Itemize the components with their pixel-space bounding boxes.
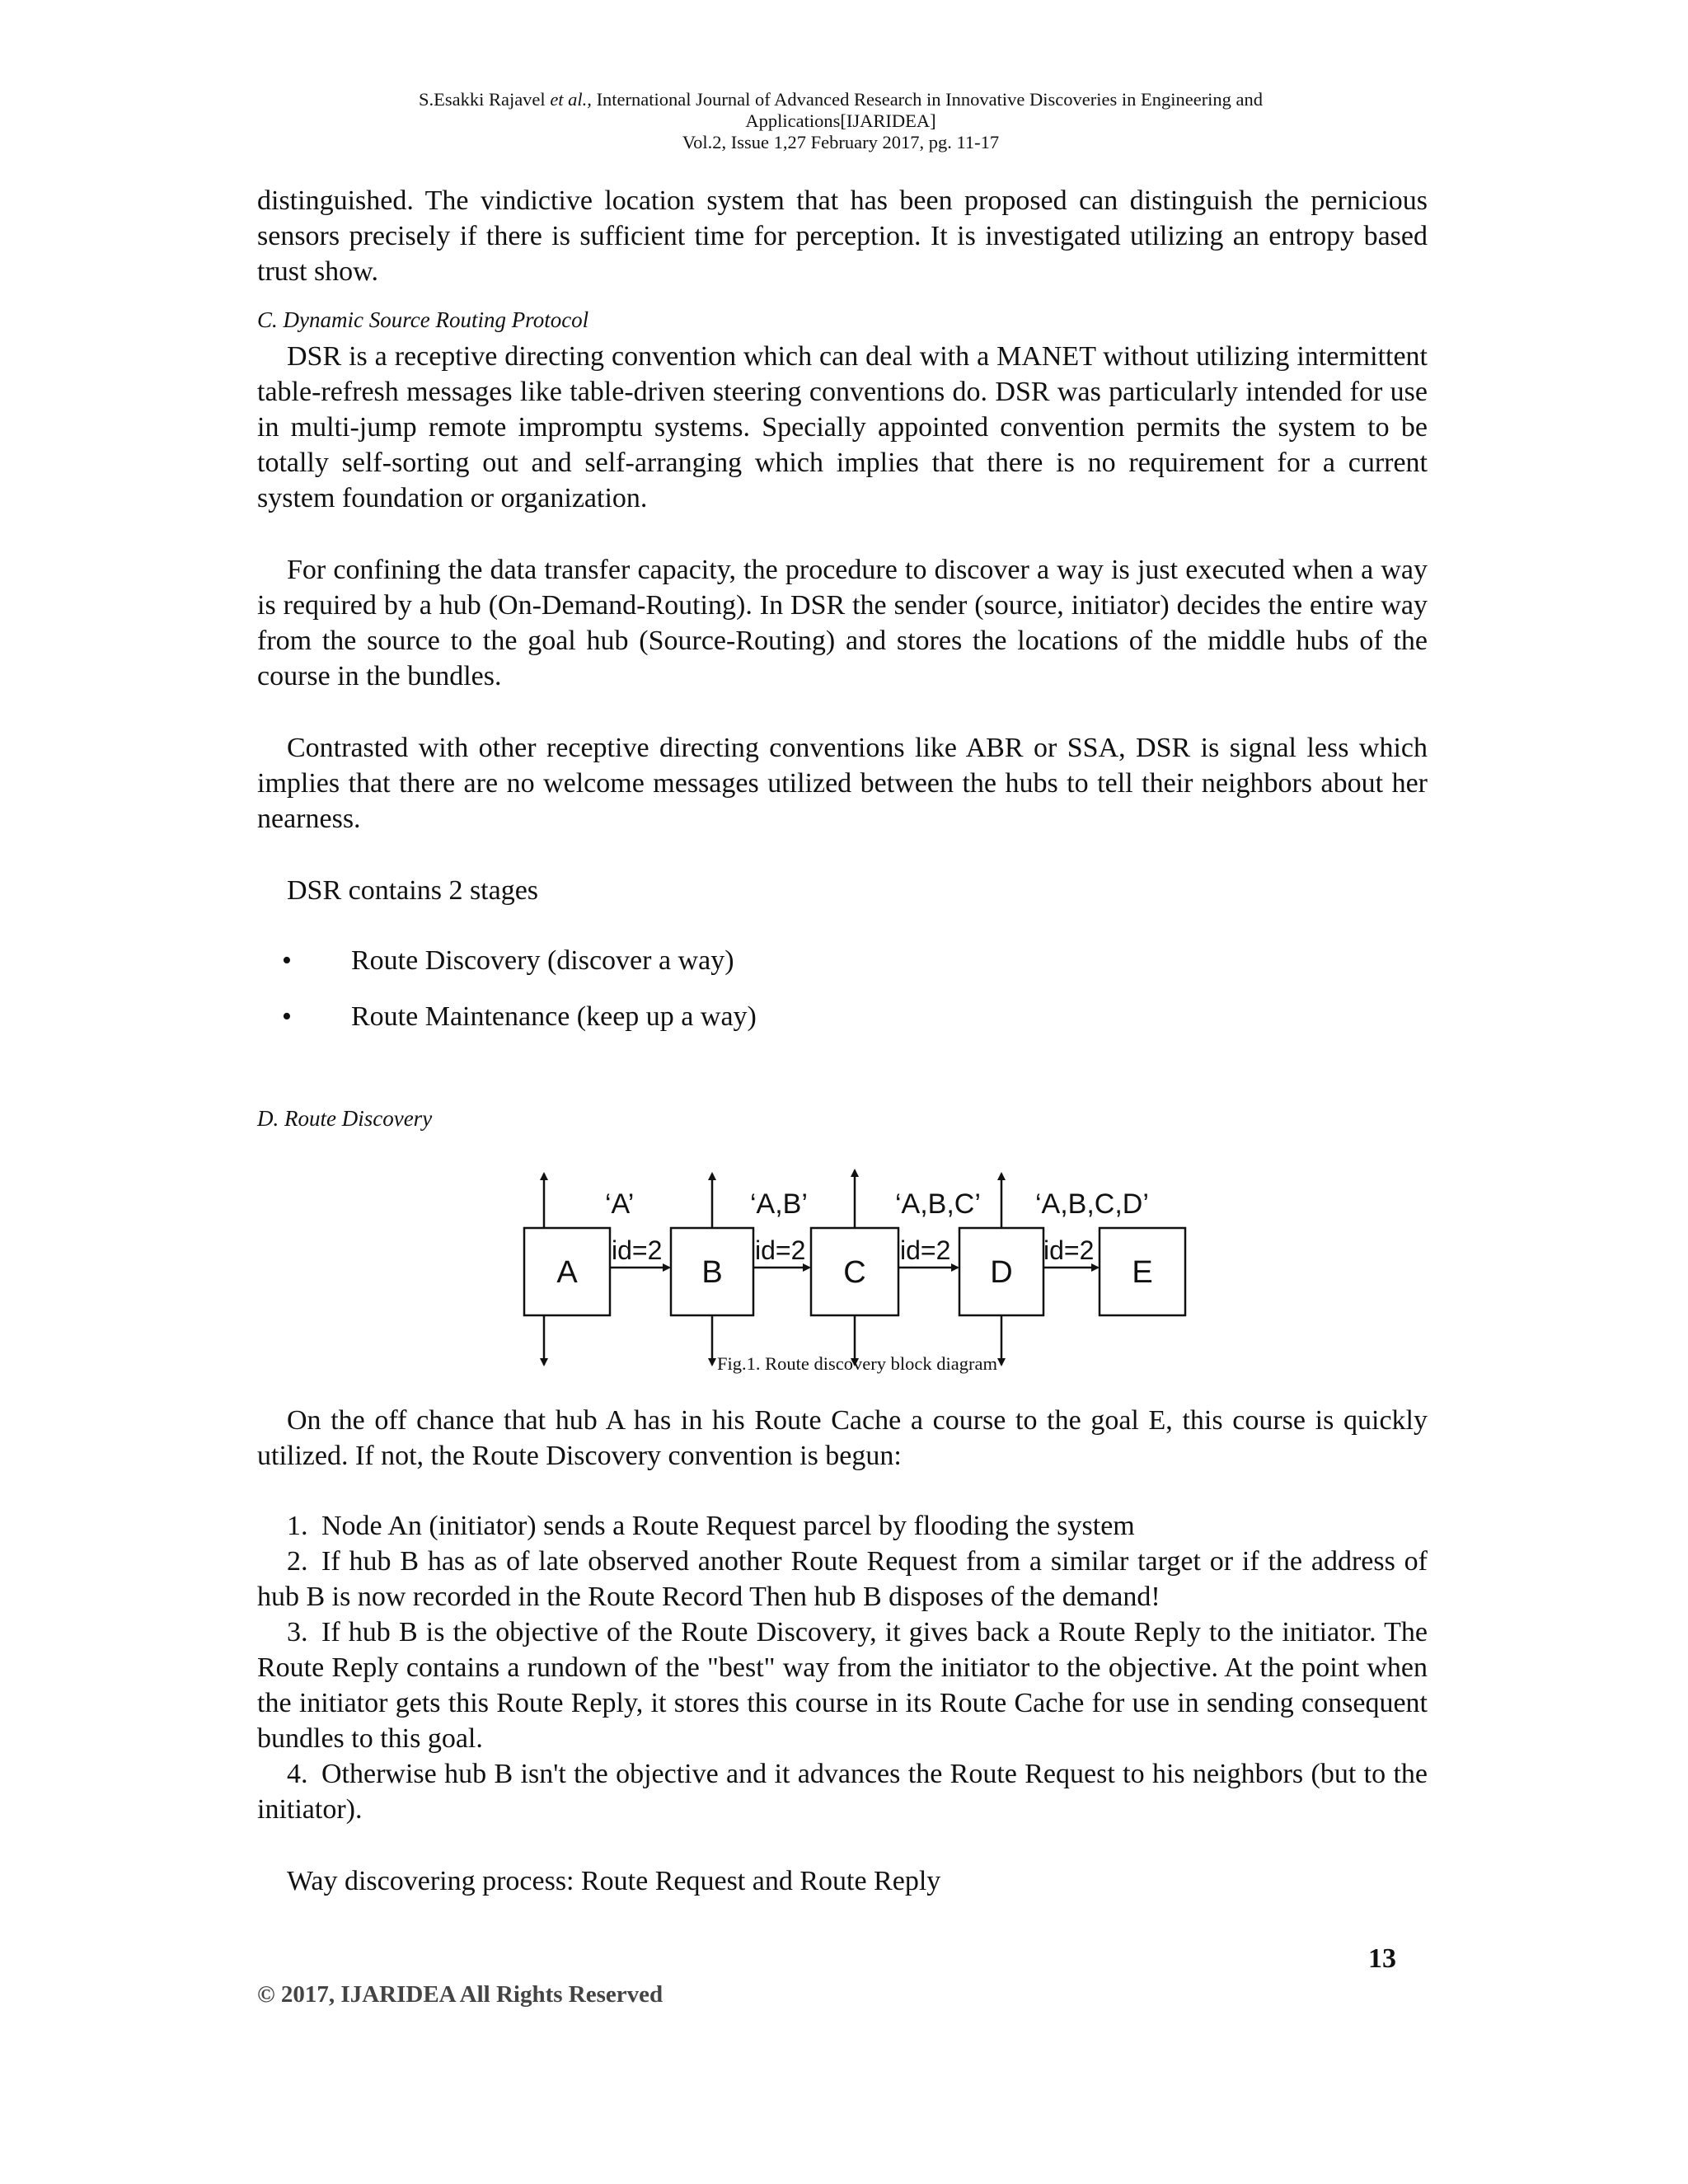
- step-text: Otherwise hub B isn't the objective and it advances the Route Request to his neighbors (but to the initiator).: [257, 1759, 1428, 1825]
- step-text: If hub B is the objective of the Route Discovery, it gives back a Route Reply to the initiator. The Route Reply contains a rundown of the "best" way from the initiator to the objective. At the point when the initiator gets this Route Reply, it stores this course in its Route Cache for use in sending consequent bundles to this goal.: [257, 1617, 1428, 1754]
- node-label-d: D: [990, 1255, 1013, 1290]
- route-record-label: ‘A’: [605, 1188, 635, 1220]
- page-body: [257, 183, 1428, 1899]
- paragraph-dsr-2: For confining the data transfer capacity, the procedure to discover a way is just executed when a way is required by a hub (On-Demand-Routing). In DSR the sender (source, initiator) decides the entire way from the source to the goal hub (Source-Routing) and stores the locations of the middle hubs of the course in the bundles.: [257, 555, 1428, 691]
- bullet-text: Route Maintenance (keep up a way): [351, 1001, 757, 1032]
- bullet-text: Route Discovery (discover a way): [351, 945, 734, 976]
- paragraph-after-figure: On the off chance that hub A has in his Route Cache a course to the goal E, this course is quickly utilized. If not, the Route Discovery convention is begun:: [257, 1405, 1428, 1471]
- header-author-suffix: et al.,: [550, 89, 592, 110]
- step-number: 4.: [287, 1759, 308, 1789]
- route-record-label: ‘A,B’: [750, 1188, 808, 1220]
- step-text: Node An (initiator) sends a Route Request parcel by flooding the system: [321, 1511, 1135, 1541]
- paragraph-closing: Way discovering process: Route Request and Route Reply: [287, 1866, 941, 1896]
- header-author: S.Esakki Rajavel: [418, 89, 546, 110]
- bullet-icon: •: [282, 1001, 292, 1032]
- numbered-step-2: [257, 1544, 1428, 1615]
- paragraph-dsr-1: DSR is a receptive directing convention which can deal with a MANET without utilizing intermittent table-refresh messages like table-driven steering conventions do. DSR was particularly intended for use in multi-jump remote impromptu systems. Specially appointed convention permits the system to be totally self-sorting out and self-arranging which implies that there is no requirement for a current system foundation or organization.: [257, 341, 1428, 513]
- figure-caption: Fig.1. Route discovery block diagram: [717, 1353, 997, 1374]
- step-text: If hub B has as of late observed another Route Request from a similar target or if the address of hub B is now recorded in the Route Record Then hub B disposes of the demand!: [257, 1546, 1428, 1612]
- copyright-notice: © 2017, IJARIDEA All Rights Reserved: [257, 1981, 663, 2008]
- step-number: 2.: [287, 1546, 308, 1577]
- node-label-e: E: [1132, 1255, 1153, 1290]
- request-id-label: id=2: [900, 1235, 951, 1265]
- list-item: [257, 943, 1428, 999]
- node-label-c: C: [843, 1255, 866, 1290]
- step-number: 1.: [287, 1511, 308, 1541]
- header-journal-line2: Applications[IJARIDEA]: [745, 110, 936, 131]
- paragraph-intro: distinguished. The vindictive location system that has been proposed can distinguish the pernicious sensors precisely if there is sufficient time for perception. It is investigated utilizing an entropy based trust show.: [257, 185, 1428, 287]
- request-id-label: id=2: [612, 1235, 663, 1265]
- header-line-1: [256, 89, 1426, 110]
- node-label-a: A: [556, 1255, 578, 1290]
- bullet-icon: •: [282, 945, 292, 976]
- node-label-b: B: [701, 1255, 723, 1290]
- request-id-label: id=2: [755, 1235, 806, 1265]
- numbered-step-3: [257, 1615, 1428, 1756]
- running-header: [256, 89, 1426, 153]
- paragraph-dsr-3: Contrasted with other receptive directing conventions like ABR or SSA, DSR is signal less which implies that there are no welcome messages utilized between the hubs to tell their neighbors about her nearness.: [257, 733, 1428, 834]
- section-d-heading: D. Route Discovery: [257, 1106, 433, 1131]
- page-number: 13: [1368, 1943, 1396, 1974]
- numbered-step-1: [257, 1508, 1428, 1544]
- numbered-step-4: [257, 1756, 1428, 1827]
- dsr-stages-list: [257, 943, 1428, 1055]
- request-id-label: id=2: [1043, 1235, 1095, 1265]
- list-item: [257, 999, 1428, 1055]
- route-record-label: ‘A,B,C,D’: [1035, 1188, 1149, 1220]
- header-issue: Vol.2, Issue 1,27 February 2017, pg. 11-17: [682, 132, 1000, 152]
- step-number: 3.: [287, 1617, 308, 1647]
- section-c-heading: C. Dynamic Source Routing Protocol: [257, 307, 589, 332]
- paragraph-dsr-stages: DSR contains 2 stages: [287, 875, 539, 906]
- header-journal: International Journal of Advanced Research in Innovative Discoveries in Engineering and: [596, 89, 1264, 110]
- route-record-label: ‘A,B,C’: [895, 1188, 981, 1220]
